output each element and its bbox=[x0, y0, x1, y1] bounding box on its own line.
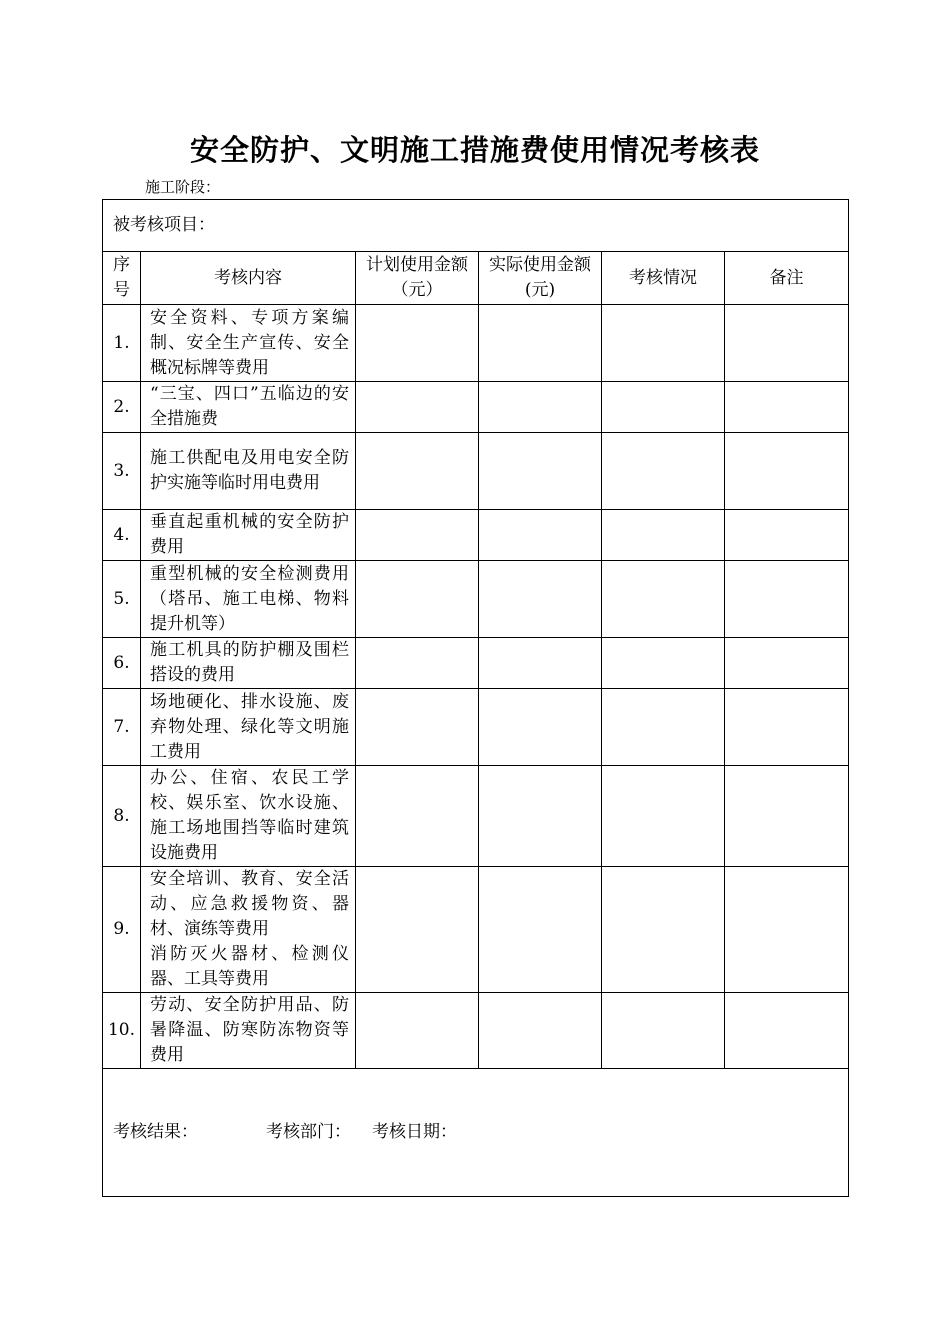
assessment-status-cell bbox=[602, 561, 725, 638]
assessment-status-cell bbox=[602, 638, 725, 689]
remarks-cell bbox=[725, 689, 849, 766]
planned-amount-cell bbox=[356, 867, 479, 993]
result-cell bbox=[103, 1069, 849, 1197]
row-content-text: 安全资料、专项方案编制、安全生产宣传、安全概况标牌等费用 bbox=[150, 307, 349, 378]
row-content bbox=[141, 510, 356, 561]
row-seq: 4. bbox=[103, 510, 141, 561]
row-content-text: “三宝、四口”五临边的安全措施费 bbox=[150, 384, 349, 429]
table-row bbox=[103, 689, 849, 766]
remarks-cell bbox=[725, 382, 849, 433]
project-label: 被考核项目： bbox=[113, 215, 215, 235]
row-seq: 8. bbox=[103, 766, 141, 867]
assessment-status-cell bbox=[602, 510, 725, 561]
row-content bbox=[141, 766, 356, 867]
row-content bbox=[141, 305, 356, 382]
result-label: 考核结果： bbox=[113, 1122, 198, 1142]
assessment-status-cell bbox=[602, 382, 725, 433]
assessment-status-cell bbox=[602, 766, 725, 867]
row-seq: 1. bbox=[103, 305, 141, 382]
actual-amount-cell bbox=[479, 867, 602, 993]
planned-amount-cell bbox=[356, 305, 479, 382]
row-content bbox=[141, 867, 356, 993]
row-content-text: 垂直起重机械的安全防护费用 bbox=[150, 512, 349, 557]
page-title: 安全防护、文明施工措施费使用情况考核表 bbox=[189, 133, 760, 167]
planned-amount-cell bbox=[356, 382, 479, 433]
row-seq: 5. bbox=[103, 561, 141, 638]
header-content: 考核内容 bbox=[141, 252, 356, 305]
actual-amount-cell bbox=[479, 561, 602, 638]
table-row bbox=[103, 382, 849, 433]
header-actual-amount: 实际使用金额(元) bbox=[479, 252, 602, 305]
actual-amount-cell bbox=[479, 305, 602, 382]
header-remarks: 备注 bbox=[725, 252, 849, 305]
row-content-text: 办公、住宿、农民工学校、娱乐室、饮水设施、施工场地围挡等临时建筑设施费用 bbox=[150, 768, 349, 863]
row-content-text: 劳动、安全防护用品、防暑降温、防寒防冻物资等费用 bbox=[150, 995, 349, 1065]
actual-amount-cell bbox=[479, 510, 602, 561]
planned-amount-cell bbox=[356, 638, 479, 689]
planned-amount-cell bbox=[356, 561, 479, 638]
assessment-status-cell bbox=[602, 867, 725, 993]
header-seq: 序号 bbox=[103, 252, 141, 305]
remarks-cell bbox=[725, 867, 849, 993]
row-seq: 3. bbox=[103, 433, 141, 510]
assessment-table bbox=[102, 199, 849, 1197]
row-content-text: 施工机具的防护棚及围栏搭设的费用 bbox=[150, 640, 349, 685]
row-content-text: 安全培训、教育、安全活动、应急救援物资、器材、演练等费用 bbox=[150, 869, 349, 939]
row-content bbox=[141, 561, 356, 638]
actual-amount-cell bbox=[479, 638, 602, 689]
planned-amount-cell bbox=[356, 510, 479, 561]
row-seq: 10. bbox=[103, 993, 141, 1069]
row-content bbox=[141, 382, 356, 433]
remarks-cell bbox=[725, 433, 849, 510]
construction-stage-label: 施工阶段： bbox=[145, 178, 221, 196]
project-cell bbox=[103, 200, 849, 252]
row-seq: 2. bbox=[103, 382, 141, 433]
row-content bbox=[141, 433, 356, 510]
assessment-status-cell bbox=[602, 305, 725, 382]
row-content-text-extra: 消防灭火器材、检测仪器、工具等费用 bbox=[150, 944, 349, 989]
table-row bbox=[103, 433, 849, 510]
planned-amount-cell bbox=[356, 689, 479, 766]
header-row bbox=[103, 252, 849, 305]
remarks-cell bbox=[725, 305, 849, 382]
row-content bbox=[141, 993, 356, 1069]
row-content bbox=[141, 689, 356, 766]
row-content-text: 施工供配电及用电安全防护实施等临时用电费用 bbox=[150, 448, 349, 493]
header-assessment-status: 考核情况 bbox=[602, 252, 725, 305]
remarks-cell bbox=[725, 993, 849, 1069]
planned-amount-cell bbox=[356, 993, 479, 1069]
row-content-text: 场地硬化、排水设施、废弃物处理、绿化等文明施工费用 bbox=[150, 691, 349, 762]
row-content bbox=[141, 638, 356, 689]
table-row bbox=[103, 993, 849, 1069]
planned-amount-cell bbox=[356, 766, 479, 867]
remarks-cell bbox=[725, 510, 849, 561]
planned-amount-cell bbox=[356, 433, 479, 510]
actual-amount-cell bbox=[479, 382, 602, 433]
table-row bbox=[103, 561, 849, 638]
row-seq: 7. bbox=[103, 689, 141, 766]
header-planned-amount: 计划使用金额（元） bbox=[356, 252, 479, 305]
remarks-cell bbox=[725, 766, 849, 867]
assessment-status-cell bbox=[602, 993, 725, 1069]
actual-amount-cell bbox=[479, 689, 602, 766]
date-label: 考核日期： bbox=[372, 1122, 457, 1142]
row-seq: 9. bbox=[103, 867, 141, 993]
remarks-cell bbox=[725, 561, 849, 638]
department-label: 考核部门： bbox=[266, 1122, 351, 1142]
remarks-cell bbox=[725, 638, 849, 689]
actual-amount-cell bbox=[479, 993, 602, 1069]
table-row bbox=[103, 510, 849, 561]
actual-amount-cell bbox=[479, 766, 602, 867]
row-seq: 6. bbox=[103, 638, 141, 689]
actual-amount-cell bbox=[479, 433, 602, 510]
table-row bbox=[103, 638, 849, 689]
table-row bbox=[103, 305, 849, 382]
table-row bbox=[103, 766, 849, 867]
table-row bbox=[103, 867, 849, 993]
assessment-status-cell bbox=[602, 689, 725, 766]
assessment-status-cell bbox=[602, 433, 725, 510]
row-content-text: 重型机械的安全检测费用（塔吊、施工电梯、物料提升机等） bbox=[150, 563, 349, 634]
